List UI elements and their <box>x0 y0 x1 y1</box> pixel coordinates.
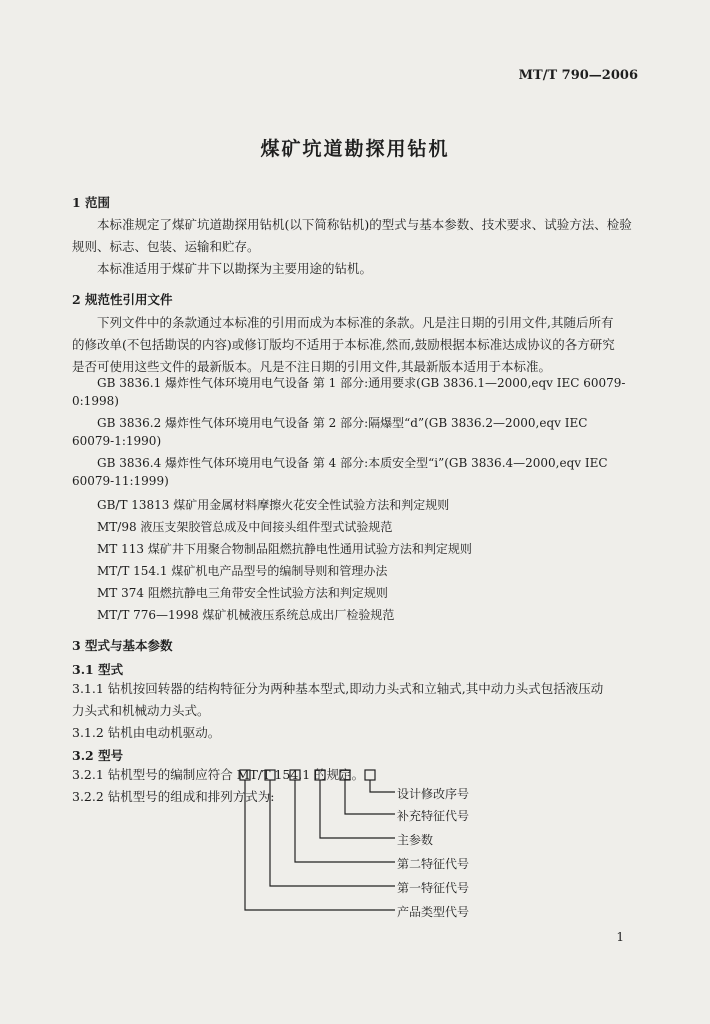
section-2-intro-line1: 下列文件中的条款通过本标准的引用而成为本标准的条款。凡是注日期的引用文件,其随后所有 <box>97 315 614 330</box>
reference-item: MT 113 煤矿井下用聚合物制品阻燃抗静电性通用试验方法和判定规则 <box>97 542 472 556</box>
section-1-para1-line1: 本标准规定了煤矿坑道勘探用钻机(以下简称钻机)的型式与基本参数、技术要求、试验方法、检验 <box>97 217 632 232</box>
page-number: 1 <box>616 930 624 944</box>
code-box-1 <box>240 770 250 780</box>
reference-item: MT/T 776—1998 煤矿机械液压系统总成出厂检验规范 <box>97 608 395 622</box>
diagram-label-supplementary: 补充特征代号 <box>397 809 470 823</box>
code-box-3 <box>290 770 300 780</box>
section-3-2-heading: 3.2 型号 <box>72 748 124 763</box>
clause-3-1-1-line1: 3.1.1 钻机按回转器的结构特征分为两种基本型式,即动力头式和立轴式,其中动力头式包括液压动 <box>72 681 604 696</box>
leader-line-4 <box>320 780 395 838</box>
section-2-intro-line2: 的修改单(不包括勘误的内容)或修订版均不适用于本标准,然而,鼓励根据本标准达成协议的各方研究 <box>72 337 615 352</box>
reference-item-cont: 60079-1:1990) <box>72 434 162 448</box>
code-box-4 <box>315 770 325 780</box>
diagram-label-main-parameter: 主参数 <box>397 833 434 847</box>
reference-item: MT/T 154.1 煤矿机电产品型号的编制导则和管理办法 <box>97 564 388 578</box>
diagram-label-product-type: 产品类型代号 <box>397 905 470 919</box>
leader-line-2 <box>270 780 395 886</box>
clause-3-1-2: 3.1.2 钻机由电动机驱动。 <box>72 725 221 740</box>
clause-3-2-2: 3.2.2 钻机型号的组成和排列方式为: <box>72 789 275 804</box>
model-code-diagram <box>230 762 530 932</box>
reference-item: GB 3836.2 爆炸性气体环境用电气设备 第 2 部分:隔爆型“d”(GB 3836.2—2000,eqv IEC <box>97 416 588 430</box>
section-3-heading: 3 型式与基本参数 <box>72 638 173 653</box>
reference-item: GB/T 13813 煤矿用金属材料摩擦火花安全性试验方法和判定规则 <box>97 498 450 512</box>
reference-item-cont: 0:1998) <box>72 394 119 408</box>
diagram-label-design-revision: 设计修改序号 <box>397 787 470 801</box>
clause-3-1-1-line2: 力头式和机械动力头式。 <box>72 703 210 718</box>
page-title: 煤矿坑道勘探用钻机 <box>260 138 450 160</box>
reference-item: MT/98 液压支架胶管总成及中间接头组件型式试验规范 <box>97 520 393 534</box>
diagram-label-first-feature: 第一特征代号 <box>397 881 470 895</box>
leader-line-6 <box>370 780 395 792</box>
code-box-5 <box>340 770 350 780</box>
reference-item: GB 3836.1 爆炸性气体环境用电气设备 第 1 部分:通用要求(GB 3836.1—2000,eqv IEC 60079- <box>97 376 626 390</box>
diagram-label-second-feature: 第二特征代号 <box>397 857 470 871</box>
standard-code: MT/T 790—2006 <box>518 68 638 83</box>
section-1-para2: 本标准适用于煤矿井下以勘探为主要用途的钻机。 <box>97 261 373 276</box>
clause-3-2-1: 3.2.1 钻机型号的编制应符合 MT/T 154.1 的规定。 <box>72 767 365 782</box>
code-box-2 <box>265 770 275 780</box>
section-2-intro-line3: 是否可使用这些文件的最新版本。凡是不注日期的引用文件,其最新版本适用于本标准。 <box>72 359 551 374</box>
reference-item: MT 374 阻燃抗静电三角带安全性试验方法和判定规则 <box>97 586 388 600</box>
section-1-heading: 1 范围 <box>72 195 111 210</box>
reference-item-cont: 60079-11:1999) <box>72 474 169 488</box>
reference-item: GB 3836.4 爆炸性气体环境用电气设备 第 4 部分:本质安全型“i”(GB 3836.4—2000,eqv IEC <box>97 456 608 470</box>
section-3-1-heading: 3.1 型式 <box>72 662 124 677</box>
code-box-6 <box>365 770 375 780</box>
section-1-para1-line2: 规则、标志、包装、运输和贮存。 <box>72 239 260 254</box>
section-2-heading: 2 规范性引用文件 <box>72 292 173 307</box>
